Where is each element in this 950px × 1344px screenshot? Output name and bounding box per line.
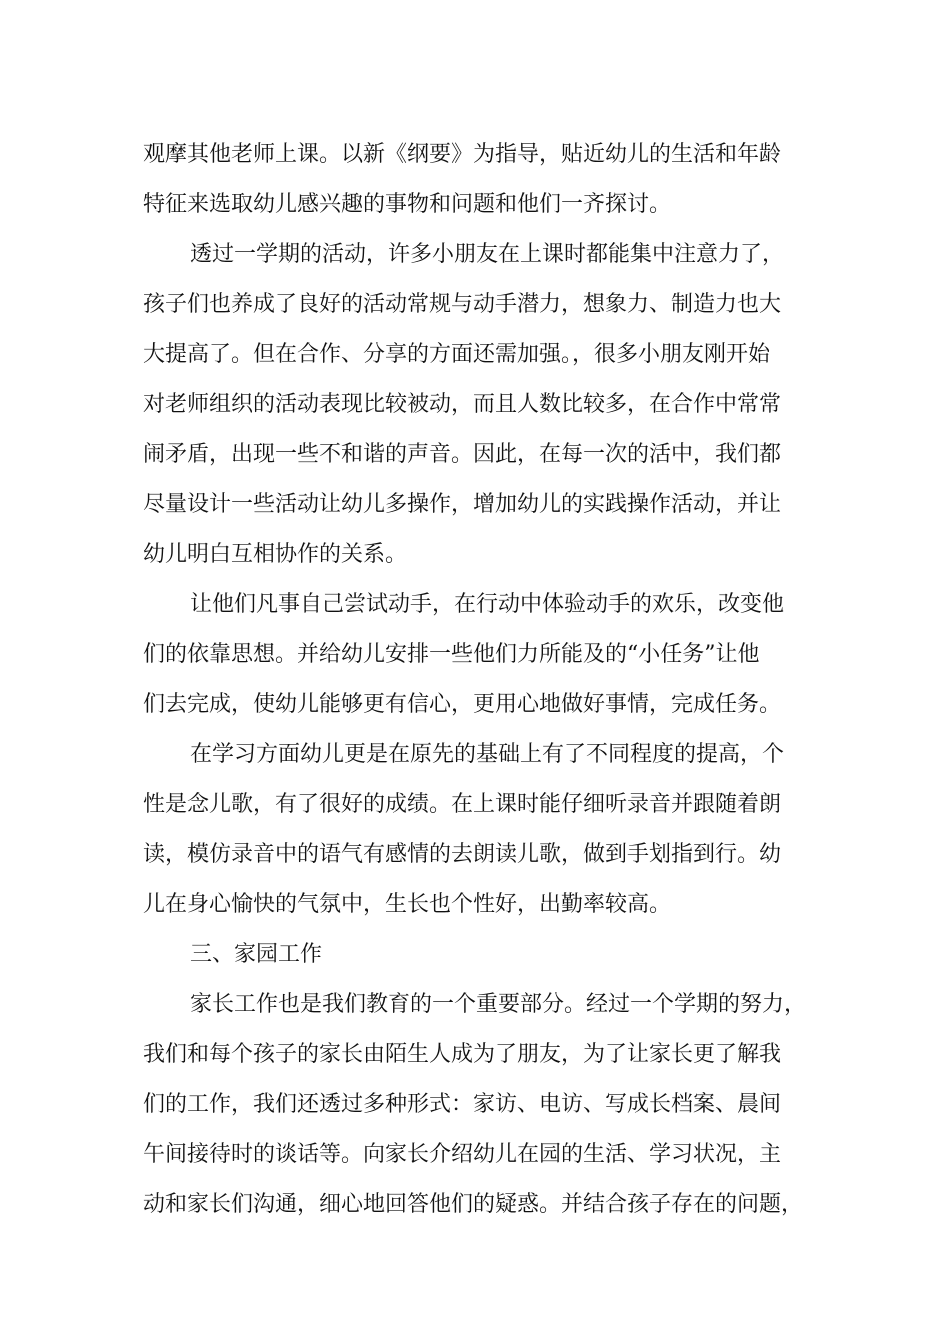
- text-line: 读，模仿录音中的语气有感情的去朗读儿歌，做到手划指到行。幼: [143, 842, 782, 867]
- text-line: 儿在身心愉快的气氛中，生长也个性好，出勤率较高。: [143, 892, 672, 917]
- paragraph-start-line: 透过一学期的活动，许多小朋友在上课时都能集中注意力了，: [190, 242, 785, 267]
- paragraph-start-line: 家长工作也是我们教育的一个重要部分。经过一个学期的努力，: [190, 992, 807, 1017]
- text-line: 对老师组织的活动表现比较被动，而且人数比较多，在合作中常常: [143, 392, 782, 417]
- text-line: 大提高了。但在合作、分享的方面还需加强。，很多小朋友刚开始: [143, 342, 771, 367]
- text-line: 动和家长们沟通，细心地回答他们的疑惑。并结合孩子存在的问题，: [143, 1192, 804, 1217]
- text-line: 们去完成，使幼儿能够更有信心，更用心地做好事情，完成任务。: [143, 692, 782, 717]
- text-line: 性是念儿歌，有了很好的成绩。在上课时能仔细听录音并跟随着朗: [143, 792, 782, 817]
- text-line: 我们和每个孩子的家长由陌生人成为了朋友，为了让家长更了解我: [143, 1042, 782, 1067]
- text-line: 闹矛盾，出现一些不和谐的声音。因此，在每一次的活中，我们都: [143, 442, 782, 467]
- text-line: 尽量设计一些活动让幼儿多操作，增加幼儿的实践操作活动，并让: [143, 492, 782, 517]
- document-body: [143, 130, 833, 1230]
- paragraph-start-line: 让他们凡事自己尝试动手，在行动中体验动手的欢乐，改变他: [190, 592, 785, 617]
- text-line: 孩子们也养成了良好的活动常规与动手潜力，想象力、制造力也大: [143, 292, 782, 317]
- text-line: 们的工作，我们还透过多种形式：家访、电访、写成长档案、晨间: [143, 1092, 782, 1117]
- paragraph-start-line: 在学习方面幼儿更是在原先的基础上有了不同程度的提高，个: [190, 742, 785, 767]
- section-heading: 三、家园工作: [190, 942, 323, 967]
- text-line: 特征来选取幼儿感兴趣的事物和问题和他们一齐探讨。: [143, 192, 672, 217]
- text-line: 们的依靠思想。并给幼儿安排一些他们力所能及的“小任务”让他: [143, 642, 760, 667]
- text-line: 午间接待时的谈话等。向家长介绍幼儿在园的生活、学习状况，主: [143, 1142, 782, 1167]
- text-line: 幼儿明白互相协作的关系。: [143, 542, 408, 567]
- text-line: 观摩其他老师上课。以新《纲要》为指导，贴近幼儿的生活和年龄: [143, 142, 782, 167]
